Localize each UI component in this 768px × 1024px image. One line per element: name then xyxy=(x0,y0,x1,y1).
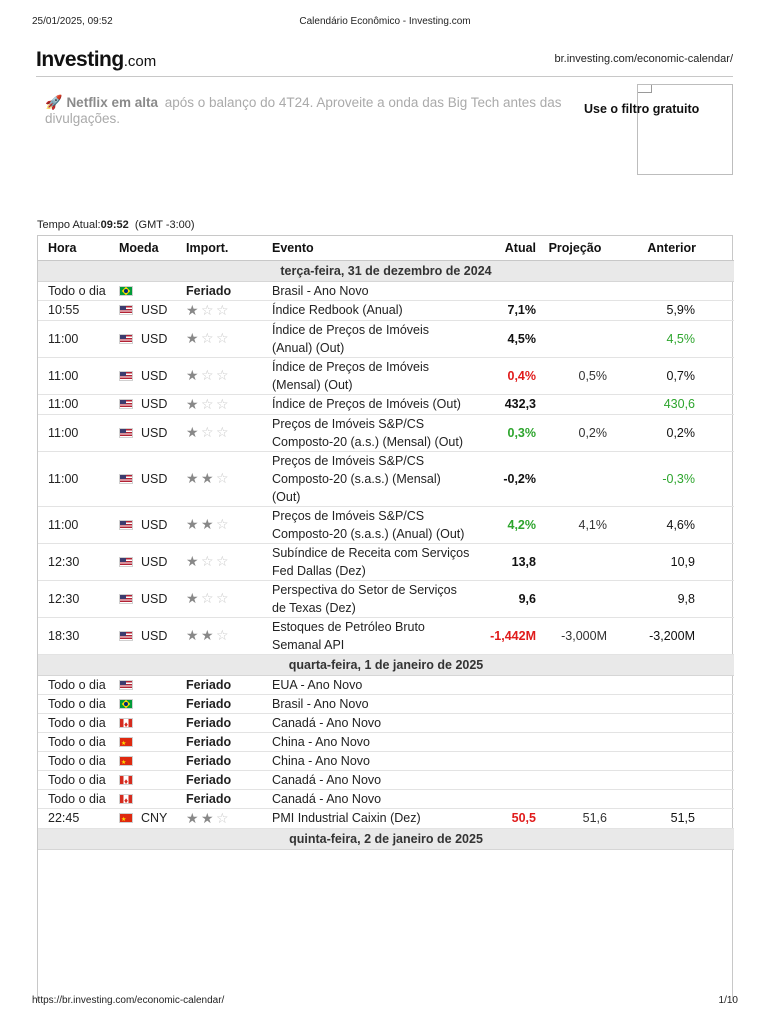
event-currency: USD xyxy=(141,368,168,383)
event-time: Todo o dia xyxy=(38,751,108,770)
event-name[interactable]: Canadá - Ano Novo xyxy=(272,770,475,789)
event-currency: USD xyxy=(141,517,168,532)
event-previous: 0,2% xyxy=(611,414,734,451)
event-name[interactable]: Brasil - Ano Novo xyxy=(272,281,475,300)
event-actual: -1,442M xyxy=(475,617,539,654)
event-row[interactable] xyxy=(38,281,734,300)
date-label: quarta-feira, 1 de janeiro de 2025 xyxy=(38,654,734,675)
star-filled-icon: ★ xyxy=(186,301,199,318)
print-page-number: 1/10 xyxy=(718,995,738,1006)
event-row[interactable] xyxy=(38,414,734,451)
star-filled-icon: ★ xyxy=(201,470,214,486)
event-forecast xyxy=(539,751,611,770)
event-importance xyxy=(176,357,272,394)
event-currency-cell xyxy=(108,770,176,789)
star-empty-icon: ☆ xyxy=(201,590,214,606)
event-time: 12:30 xyxy=(38,580,108,617)
event-currency: USD xyxy=(141,554,168,569)
event-forecast xyxy=(539,713,611,732)
event-currency-cell xyxy=(108,414,176,451)
event-currency: USD xyxy=(141,591,168,606)
event-previous: 9,8 xyxy=(611,580,734,617)
print-datetime: 25/01/2025, 09:52 xyxy=(32,16,113,27)
event-previous: 4,5% xyxy=(611,320,734,357)
event-name[interactable]: Preços de Imóveis S&P/CS Composto-20 (a.s.) (Mensal) (Out) xyxy=(272,414,475,451)
event-name[interactable]: China - Ano Novo xyxy=(272,751,475,770)
event-name[interactable]: Estoques de Petróleo Bruto Semanal API xyxy=(272,617,475,654)
event-actual: 7,1% xyxy=(475,300,539,320)
star-filled-icon: ★ xyxy=(201,516,214,532)
flag-br-icon xyxy=(119,286,133,296)
col-header-forecast: Projeção xyxy=(539,236,611,260)
event-name[interactable]: EUA - Ano Novo xyxy=(272,675,475,694)
star-empty-icon: ☆ xyxy=(201,395,214,412)
event-actual xyxy=(475,770,539,789)
event-row[interactable] xyxy=(38,675,734,694)
date-label: quinta-feira, 2 de janeiro de 2025 xyxy=(38,828,734,849)
event-importance xyxy=(176,617,272,654)
free-filter-button[interactable]: Use o filtro gratuito xyxy=(584,102,700,116)
print-url: https://br.investing.com/economic-calendar/ xyxy=(32,995,225,1006)
event-currency-cell xyxy=(108,617,176,654)
flag-br-icon xyxy=(119,699,133,709)
star-filled-icon: ★ xyxy=(186,424,199,440)
event-previous: 0,7% xyxy=(611,357,734,394)
event-time: 12:30 xyxy=(38,543,108,580)
importance-stars xyxy=(186,301,231,318)
event-time: 11:00 xyxy=(38,320,108,357)
event-currency-cell xyxy=(108,357,176,394)
star-filled-icon: ★ xyxy=(186,516,199,532)
event-row[interactable] xyxy=(38,394,734,414)
event-previous: 10,9 xyxy=(611,543,734,580)
event-previous xyxy=(611,713,734,732)
site-url: br.investing.com/economic-calendar/ xyxy=(554,53,733,65)
event-previous xyxy=(611,789,734,808)
logo-suffix: .com xyxy=(123,53,157,70)
date-row xyxy=(38,654,734,675)
event-previous: 430,6 xyxy=(611,394,734,414)
event-time: Todo o dia xyxy=(38,789,108,808)
event-name[interactable]: Índice de Preços de Imóveis (Anual) (Out) xyxy=(272,320,475,357)
flag-us-icon xyxy=(119,399,133,409)
empty-row xyxy=(38,849,734,899)
event-forecast xyxy=(539,281,611,300)
event-importance xyxy=(176,808,272,828)
event-currency-cell xyxy=(108,808,176,828)
star-empty-icon: ☆ xyxy=(216,424,229,440)
event-row[interactable] xyxy=(38,451,734,506)
event-importance xyxy=(176,694,272,713)
star-empty-icon: ☆ xyxy=(201,553,214,569)
event-forecast xyxy=(539,694,611,713)
event-importance xyxy=(176,300,272,320)
event-actual xyxy=(475,281,539,300)
star-empty-icon: ☆ xyxy=(216,627,229,643)
event-forecast xyxy=(539,675,611,694)
event-importance xyxy=(176,394,272,414)
event-time: Todo o dia xyxy=(38,713,108,732)
event-forecast: 0,5% xyxy=(539,357,611,394)
importance-stars xyxy=(186,369,231,383)
event-row[interactable] xyxy=(38,506,734,543)
event-row[interactable] xyxy=(38,808,734,828)
star-filled-icon: ★ xyxy=(186,367,199,383)
event-previous: 4,6% xyxy=(611,506,734,543)
holiday-label: Feriado xyxy=(186,791,232,806)
star-empty-icon: ☆ xyxy=(216,470,229,486)
event-row[interactable] xyxy=(38,320,734,357)
event-row[interactable] xyxy=(38,713,734,732)
event-currency-cell xyxy=(108,394,176,414)
calendar-body xyxy=(38,260,734,899)
star-empty-icon: ☆ xyxy=(201,424,214,440)
event-importance xyxy=(176,675,272,694)
event-forecast xyxy=(539,580,611,617)
event-currency-cell xyxy=(108,451,176,506)
event-actual xyxy=(475,789,539,808)
promo-image-box[interactable] xyxy=(637,84,733,175)
star-filled-icon: ★ xyxy=(186,553,199,569)
event-actual xyxy=(475,694,539,713)
event-currency-cell xyxy=(108,543,176,580)
event-previous xyxy=(611,770,734,789)
event-row[interactable] xyxy=(38,357,734,394)
col-header-currency: Moeda xyxy=(108,236,176,260)
event-previous xyxy=(611,751,734,770)
flag-cn-icon xyxy=(119,737,133,747)
event-time: Todo o dia xyxy=(38,694,108,713)
flag-us-icon xyxy=(119,631,133,641)
importance-stars xyxy=(186,472,231,486)
importance-stars xyxy=(186,592,231,606)
event-time: 18:30 xyxy=(38,617,108,654)
table-header-row xyxy=(38,236,734,260)
date-row xyxy=(38,828,734,849)
event-actual: 9,6 xyxy=(475,580,539,617)
event-row[interactable] xyxy=(38,543,734,580)
event-importance xyxy=(176,789,272,808)
timezone-selector[interactable]: (GMT -3:00) xyxy=(134,219,195,231)
event-time: 11:00 xyxy=(38,394,108,414)
star-filled-icon: ★ xyxy=(186,809,199,826)
event-name[interactable]: Índice de Preços de Imóveis (Out) xyxy=(272,394,475,414)
event-actual xyxy=(475,675,539,694)
event-row[interactable] xyxy=(38,694,734,713)
event-time: Todo o dia xyxy=(38,675,108,694)
star-filled-icon: ★ xyxy=(186,590,199,606)
event-currency-cell xyxy=(108,732,176,751)
col-header-previous: Anterior xyxy=(611,236,734,260)
event-forecast: 51,6 xyxy=(539,808,611,828)
event-previous: 5,9% xyxy=(611,300,734,320)
event-name[interactable]: China - Ano Novo xyxy=(272,732,475,751)
event-name[interactable]: Canadá - Ano Novo xyxy=(272,713,475,732)
star-empty-icon: ☆ xyxy=(216,553,229,569)
importance-stars xyxy=(186,332,231,346)
event-previous xyxy=(611,732,734,751)
event-currency-cell xyxy=(108,300,176,320)
flag-ca-icon xyxy=(119,718,133,728)
flag-us-icon xyxy=(119,305,133,315)
site-header xyxy=(36,44,733,77)
event-actual: 0,4% xyxy=(475,357,539,394)
event-name[interactable]: Perspectiva do Setor de Serviços de Texas (Dez) xyxy=(272,580,475,617)
event-forecast xyxy=(539,789,611,808)
empty-cell xyxy=(38,849,734,899)
flag-us-icon xyxy=(119,428,133,438)
event-actual: -0,2% xyxy=(475,451,539,506)
event-forecast xyxy=(539,451,611,506)
event-importance xyxy=(176,320,272,357)
event-forecast xyxy=(539,543,611,580)
importance-stars xyxy=(186,555,231,569)
event-time: 11:00 xyxy=(38,414,108,451)
holiday-label: Feriado xyxy=(186,772,232,787)
event-actual: 50,5 xyxy=(475,808,539,828)
event-importance xyxy=(176,281,272,300)
event-row[interactable] xyxy=(38,789,734,808)
event-name[interactable]: Canadá - Ano Novo xyxy=(272,789,475,808)
star-empty-icon: ☆ xyxy=(216,809,229,826)
event-currency: USD xyxy=(141,331,168,346)
importance-stars xyxy=(186,426,231,440)
date-label: terça-feira, 31 de dezembro de 2024 xyxy=(38,260,734,281)
flag-cn-icon xyxy=(119,813,133,823)
star-filled-icon: ★ xyxy=(186,330,199,346)
event-importance xyxy=(176,451,272,506)
col-header-event: Evento xyxy=(272,236,475,260)
star-empty-icon: ☆ xyxy=(216,395,229,412)
holiday-label: Feriado xyxy=(186,283,232,298)
event-name[interactable]: Índice Redbook (Anual) xyxy=(272,300,475,320)
col-header-time: Hora xyxy=(38,236,108,260)
event-importance xyxy=(176,770,272,789)
event-forecast: 0,2% xyxy=(539,414,611,451)
event-row[interactable] xyxy=(38,617,734,654)
print-header xyxy=(32,16,738,30)
flag-us-icon xyxy=(119,680,133,690)
event-currency-cell xyxy=(108,713,176,732)
importance-stars xyxy=(186,809,231,826)
event-actual: 13,8 xyxy=(475,543,539,580)
economic-calendar-table xyxy=(37,235,733,1001)
event-time: 22:45 xyxy=(38,808,108,828)
holiday-label: Feriado xyxy=(186,734,232,749)
col-header-importance: Import. xyxy=(176,236,272,260)
event-importance xyxy=(176,414,272,451)
rocket-icon: 🚀 xyxy=(45,94,63,110)
promo-banner[interactable] xyxy=(45,94,565,127)
event-row[interactable] xyxy=(38,300,734,320)
holiday-label: Feriado xyxy=(186,677,232,692)
star-empty-icon: ☆ xyxy=(216,330,229,346)
broken-image-icon xyxy=(638,85,652,93)
importance-stars xyxy=(186,395,231,412)
event-currency: USD xyxy=(141,303,168,317)
event-name[interactable]: Índice de Preços de Imóveis (Mensal) (Out) xyxy=(272,357,475,394)
event-currency-cell xyxy=(108,694,176,713)
event-currency-cell xyxy=(108,580,176,617)
print-footer xyxy=(32,995,738,1006)
event-row[interactable] xyxy=(38,580,734,617)
event-row[interactable] xyxy=(38,770,734,789)
star-empty-icon: ☆ xyxy=(201,330,214,346)
star-filled-icon: ★ xyxy=(186,470,199,486)
star-empty-icon: ☆ xyxy=(216,367,229,383)
event-previous xyxy=(611,675,734,694)
event-currency: USD xyxy=(141,471,168,486)
event-forecast xyxy=(539,770,611,789)
star-filled-icon: ★ xyxy=(186,627,199,643)
holiday-label: Feriado xyxy=(186,696,232,711)
event-importance xyxy=(176,732,272,751)
star-empty-icon: ☆ xyxy=(216,590,229,606)
event-currency-cell xyxy=(108,789,176,808)
event-actual: 4,2% xyxy=(475,506,539,543)
event-forecast xyxy=(539,394,611,414)
event-importance xyxy=(176,543,272,580)
event-forecast xyxy=(539,320,611,357)
flag-cn-icon xyxy=(119,756,133,766)
event-name[interactable]: PMI Industrial Caixin (Dez) xyxy=(272,808,475,828)
star-empty-icon: ☆ xyxy=(216,301,229,318)
event-forecast: -3,000M xyxy=(539,617,611,654)
event-actual: 0,3% xyxy=(475,414,539,451)
event-actual: 4,5% xyxy=(475,320,539,357)
event-previous: 51,5 xyxy=(611,808,734,828)
logo-main: Investing xyxy=(36,48,124,71)
event-name[interactable]: Subíndice de Receita com Serviços Fed Dallas (Dez) xyxy=(272,543,475,580)
date-row xyxy=(38,260,734,281)
event-importance xyxy=(176,506,272,543)
event-currency: CNY xyxy=(141,811,168,825)
event-currency: USD xyxy=(141,397,168,411)
event-previous: -3,200M xyxy=(611,617,734,654)
importance-stars xyxy=(186,518,231,532)
flag-us-icon xyxy=(119,594,133,604)
event-name[interactable]: Brasil - Ano Novo xyxy=(272,694,475,713)
star-empty-icon: ☆ xyxy=(201,301,214,318)
flag-us-icon xyxy=(119,371,133,381)
event-currency-cell xyxy=(108,675,176,694)
event-currency-cell xyxy=(108,506,176,543)
event-currency: USD xyxy=(141,628,168,643)
event-forecast xyxy=(539,300,611,320)
event-previous xyxy=(611,694,734,713)
star-filled-icon: ★ xyxy=(201,627,214,643)
event-time: 11:00 xyxy=(38,506,108,543)
importance-stars xyxy=(186,629,231,643)
star-empty-icon: ☆ xyxy=(216,516,229,532)
event-currency-cell xyxy=(108,281,176,300)
flag-us-icon xyxy=(119,334,133,344)
event-time: Todo o dia xyxy=(38,732,108,751)
event-row[interactable] xyxy=(38,751,734,770)
flag-us-icon xyxy=(119,474,133,484)
event-time: 11:00 xyxy=(38,451,108,506)
current-time-label: Tempo Atual: xyxy=(37,219,101,231)
event-time: 10:55 xyxy=(38,300,108,320)
investing-logo[interactable] xyxy=(36,48,156,72)
flag-us-icon xyxy=(119,520,133,530)
event-currency: USD xyxy=(141,425,168,440)
flag-ca-icon xyxy=(119,794,133,804)
event-name[interactable]: Preços de Imóveis S&P/CS Composto-20 (s.a.s.) (Anual) (Out) xyxy=(272,506,475,543)
holiday-label: Feriado xyxy=(186,753,232,768)
event-previous: -0,3% xyxy=(611,451,734,506)
col-header-actual: Atual xyxy=(475,236,539,260)
print-page-title: Calendário Econômico - Investing.com xyxy=(299,16,471,27)
event-forecast: 4,1% xyxy=(539,506,611,543)
event-forecast xyxy=(539,732,611,751)
event-actual: 432,3 xyxy=(475,394,539,414)
flag-ca-icon xyxy=(119,775,133,785)
promo-headline: Netflix em alta xyxy=(66,95,158,110)
event-importance xyxy=(176,713,272,732)
event-importance xyxy=(176,580,272,617)
star-filled-icon: ★ xyxy=(186,395,199,412)
holiday-label: Feriado xyxy=(186,715,232,730)
event-time: 11:00 xyxy=(38,357,108,394)
star-empty-icon: ☆ xyxy=(201,367,214,383)
promo-text: após o balanço do 4T24. Aproveite a onda das Big Tech antes das divulgações. xyxy=(45,95,562,126)
event-currency-cell xyxy=(108,320,176,357)
event-time: Todo o dia xyxy=(38,281,108,300)
current-time xyxy=(37,219,195,231)
event-row[interactable] xyxy=(38,732,734,751)
event-importance xyxy=(176,751,272,770)
event-actual xyxy=(475,751,539,770)
event-previous xyxy=(611,281,734,300)
event-currency-cell xyxy=(108,751,176,770)
event-actual xyxy=(475,713,539,732)
event-time: Todo o dia xyxy=(38,770,108,789)
star-filled-icon: ★ xyxy=(201,809,214,826)
flag-us-icon xyxy=(119,557,133,567)
event-actual xyxy=(475,732,539,751)
event-name[interactable]: Preços de Imóveis S&P/CS Composto-20 (s.a.s.) (Mensal) (Out) xyxy=(272,451,475,506)
current-time-value: 09:52 xyxy=(100,219,129,231)
